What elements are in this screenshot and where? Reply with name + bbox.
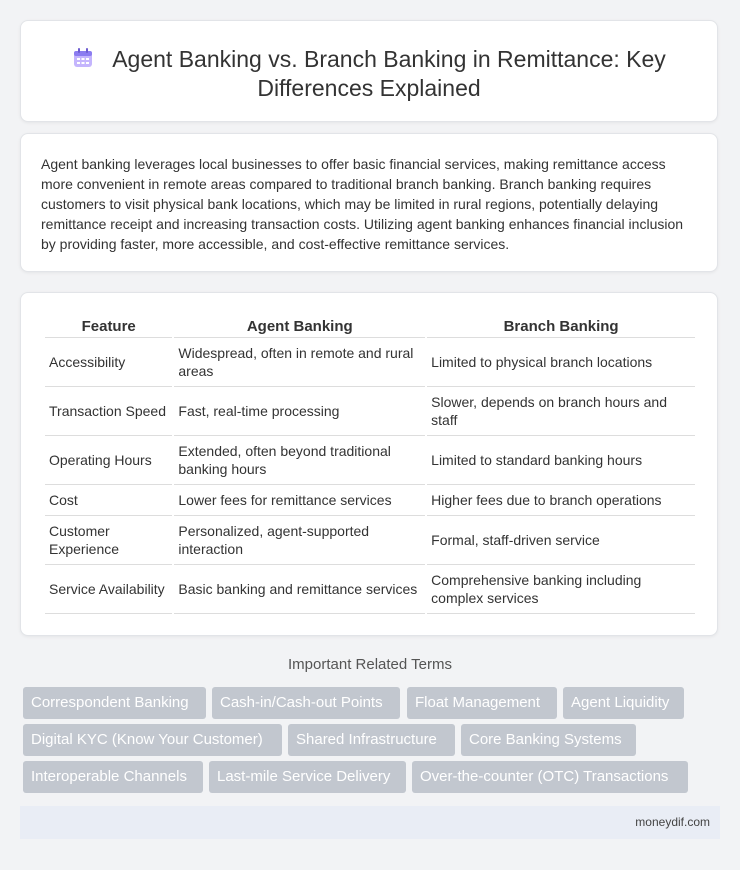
cell-branch: Limited to physical branch locations bbox=[427, 338, 695, 387]
cell-branch: Limited to standard banking hours bbox=[427, 436, 695, 485]
comparison-card bbox=[20, 292, 718, 636]
cell-agent: Extended, often beyond traditional banking hours bbox=[174, 436, 425, 485]
header-branch-banking: Branch Banking bbox=[427, 315, 695, 338]
cell-agent: Lower fees for remittance services bbox=[174, 485, 425, 516]
related-term-tag[interactable]: Digital KYC (Know Your Customer) bbox=[23, 724, 282, 756]
table-row bbox=[45, 565, 695, 614]
related-term-tag[interactable]: Over-the-counter (OTC) Transactions bbox=[412, 761, 688, 793]
cell-agent: Widespread, often in remote and rural areas bbox=[174, 338, 425, 387]
header-card bbox=[20, 20, 718, 122]
header-feature: Feature bbox=[45, 315, 172, 338]
related-term-tag[interactable]: Agent Liquidity bbox=[563, 687, 684, 719]
table-row bbox=[45, 516, 695, 565]
related-term-tag[interactable]: Correspondent Banking bbox=[23, 687, 206, 719]
cell-branch: Formal, staff-driven service bbox=[427, 516, 695, 565]
related-term-tag[interactable]: Float Management bbox=[407, 687, 557, 719]
cell-branch: Higher fees due to branch operations bbox=[427, 485, 695, 516]
related-term-tag[interactable]: Last-mile Service Delivery bbox=[209, 761, 406, 793]
cell-feature: Customer Experience bbox=[45, 516, 172, 565]
footer-site[interactable]: moneydif.com bbox=[635, 815, 710, 829]
intro-card bbox=[20, 133, 718, 272]
calendar-icon bbox=[72, 47, 94, 69]
cell-agent: Personalized, agent-supported interaction bbox=[174, 516, 425, 565]
cell-agent: Basic banking and remittance services bbox=[174, 565, 425, 614]
page-title-text: Agent Banking vs. Branch Banking in Remittance: Key Differences Explained bbox=[112, 46, 666, 101]
comparison-table bbox=[43, 315, 697, 614]
related-term-tag[interactable]: Interoperable Channels bbox=[23, 761, 203, 793]
header-agent-banking: Agent Banking bbox=[174, 315, 425, 338]
related-terms-title: Important Related Terms bbox=[288, 656, 452, 673]
cell-branch: Slower, depends on branch hours and staff bbox=[427, 387, 695, 436]
table-row bbox=[45, 485, 695, 516]
footer bbox=[20, 806, 720, 839]
related-term-tag[interactable]: Shared Infrastructure bbox=[288, 724, 455, 756]
table-row bbox=[45, 338, 695, 387]
cell-feature: Cost bbox=[45, 485, 172, 516]
related-term-tag[interactable]: Cash-in/Cash-out Points bbox=[212, 687, 400, 719]
cell-branch: Comprehensive banking including complex services bbox=[427, 565, 695, 614]
table-row bbox=[45, 436, 695, 485]
cell-agent: Fast, real-time processing bbox=[174, 387, 425, 436]
page-title bbox=[61, 45, 677, 103]
cell-feature: Accessibility bbox=[45, 338, 172, 387]
intro-text: Agent banking leverages local businesses to offer basic financial services, making remittance access more convenient in remote areas compared to traditional branch banking. Branch banking requires customers to visit physical bank locations, which may be limited in rural regions, potentially delaying remittance receipt and increasing transaction costs. Utilizing agent banking enhances financial inclusion by providing faster, more accessible, and cost-effective remittance services. bbox=[41, 156, 684, 252]
cell-feature: Transaction Speed bbox=[45, 387, 172, 436]
table-row bbox=[45, 387, 695, 436]
related-term-tag[interactable]: Core Banking Systems bbox=[461, 724, 636, 756]
table-header-row bbox=[45, 315, 695, 338]
cell-feature: Operating Hours bbox=[45, 436, 172, 485]
cell-feature: Service Availability bbox=[45, 565, 172, 614]
